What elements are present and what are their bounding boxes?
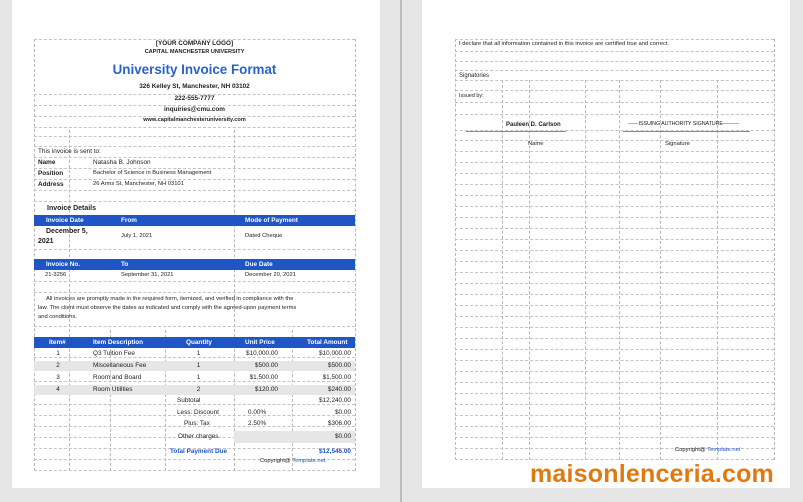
item-total: $500.00 [327,362,351,369]
grid-line [455,51,774,52]
grid-line [455,173,774,174]
company-phone: 222-555-7777 [174,95,215,102]
name-underline [466,131,566,132]
other-charges-value: $0.00 [335,433,351,440]
invoice-number-header: Invoice No. [46,261,81,268]
copyright-link[interactable]: Template.net [707,447,741,453]
item-number: 4 [56,386,60,393]
company-name: CAPITAL MANCHESTER UNIVERSITY [144,49,245,55]
grid-line [34,470,355,471]
grid-line [165,330,166,471]
signature-page [422,0,790,488]
item-description-header: Item Description [93,339,144,346]
grid-line [585,80,586,460]
sent-to-label: This invoice is sent to: [38,148,101,155]
grid-line [34,292,355,293]
page-separator [400,0,402,502]
copyright-link[interactable]: Template.net [292,458,326,464]
item-unit-price: $10,000.00 [246,350,278,357]
grid-line [455,151,774,152]
terms-line-1: All invoices are promptly made in the required form, itemized, and verified in compliance with the [46,296,294,302]
grid-line [660,80,661,460]
issued-by-label: Issued by: [459,93,484,99]
grid-line [455,39,774,40]
terms-line-3: and conditions. [38,314,77,320]
item-unit-price: $500.00 [254,362,278,369]
signatories-label: Signatories [459,73,490,79]
item-description: Room and Board [93,374,142,381]
grid-line [502,80,503,460]
tax-value: $306.00 [327,420,351,427]
grid-line [455,371,774,372]
invoice-details-heading: Invoice Details [47,205,97,212]
item-description: Q3 Tuition Fee [93,350,135,357]
grid-line [455,338,774,339]
signature-caption: Signature [665,141,690,147]
copyright-footer [260,459,325,465]
company-website: www.capitalmanchesteruniversity.com [143,117,246,123]
grid-line [529,80,530,460]
grid-line [34,201,355,202]
grid-line [455,70,774,71]
due-date-header: Due Date [245,261,273,268]
declaration-text: I declare that all information contained in this invoice are certified true and correct. [459,41,670,47]
grid-line [34,190,355,191]
discount-value: $0.00 [335,409,351,416]
invoice-date-value: December 5, [46,228,88,235]
grid-line [774,39,775,460]
company-address: 326 Kelley St, Manchester, NH 03102 [139,83,250,90]
grid-line [455,283,774,284]
grid-line [455,90,774,91]
item-total: $10,000.00 [319,350,351,357]
quantity-header: Quantity [186,339,212,346]
total-due-label: Total Payment Due [170,448,228,455]
grid-line [455,437,774,438]
signature-page-copyright [675,448,740,454]
grid-line [34,179,355,180]
item-number: 2 [56,362,60,369]
item-description: Room Utilities [93,386,133,393]
grid-line [34,168,355,169]
grid-line [455,426,774,427]
other-charges-label: Other charges [178,433,219,440]
grid-line [455,360,774,361]
item-quantity: 1 [196,362,201,369]
to-header: To [121,261,129,268]
discount-rate: 0.00% [248,409,267,416]
item-number-header: Item# [49,339,66,346]
name-caption: Name [528,141,544,147]
signature-underline [623,131,750,132]
authority-signature-label: ——ISSUING AUTHORITY SIGNATURE——— [628,121,739,127]
item-unit-price: $1,500.00 [249,374,278,381]
copyright-text: Copyright@ [260,458,291,464]
item-description: Miscellaneous Fee [93,362,147,369]
to-value: September 31, 2021 [121,272,174,278]
company-logo-placeholder: [YOUR COMPANY LOGO] [155,40,234,47]
grid-line [455,80,774,81]
payment-mode-value: Dated Cheque [245,233,283,239]
name-value: Natasha B. Johnson [93,159,151,166]
grid-line [455,261,774,262]
items-header-bar [34,337,355,348]
position-label: Position [38,170,64,177]
grid-line [34,157,355,158]
grid-line [455,184,774,185]
grid-line [355,39,356,471]
grid-line [455,162,774,163]
grid-line [34,127,355,128]
grid-line [455,140,774,141]
subtotal-label: Subtotal [177,397,201,404]
item-unit-price: $120.00 [254,386,278,393]
item-quantity: 1 [196,350,201,357]
grid-line [455,206,774,207]
terms-line-2: law. The client must observe the dates as indicated and comply with the agreed-upon payment terms [38,305,297,311]
grid-line [455,114,774,115]
grid-line [717,80,718,460]
grid-line [34,146,355,147]
item-quantity: 2 [196,386,201,393]
grid-line [455,305,774,306]
total-amount-header: Total Amount [307,339,348,346]
item-total: $240.00 [327,386,351,393]
grid-line [455,415,774,416]
item-number: 3 [56,374,60,381]
total-due-value: $12,546.00 [319,448,351,455]
invoice-number-value: 21-3256 [45,272,67,278]
address-value: 26 Arms St, Manchester, NH 03101 [93,181,184,187]
discount-label: Less: Discount [177,409,219,416]
name-label: Name [38,159,56,166]
grid-line [34,281,355,282]
grid-line [455,239,774,240]
grid-line [455,250,774,251]
item-number: 1 [56,350,60,357]
grid-line [34,136,355,137]
watermark-text: maisonlenceria.com [530,460,774,488]
signer-name: Pauleen D. Carlson [506,122,561,128]
grid-line [455,393,774,394]
grid-line [34,326,355,327]
grid-line [455,228,774,229]
item-quantity: 1 [196,374,201,381]
invoice-number-bar [34,259,355,270]
unit-price-header: Unit Price [245,339,275,346]
grid-line [619,80,620,460]
grid-line [455,272,774,273]
from-value: July 1, 2021 [121,233,153,239]
page-title: University Invoice Format [112,62,277,77]
position-value: Bachelor of Science in Business Management [93,170,212,176]
from-header: From [121,217,137,224]
item-total: $1,500.00 [322,374,351,381]
grid-line [455,382,774,383]
grid-line [455,404,774,405]
company-email: inquiries@cmu.com [164,106,225,113]
grid-line [455,316,774,317]
grid-line [455,102,774,103]
grid-line [455,195,774,196]
grid-line [455,294,774,295]
address-label: Address [38,181,64,188]
grid-line [455,217,774,218]
grid-line [34,249,355,250]
subtotal-value: $12,240.00 [319,397,351,404]
copyright-text: Copyright@ [675,447,706,453]
tax-label: Plus: Tax [184,420,210,427]
tax-rate: 2.50% [248,420,267,427]
payment-mode-header: Mode of Payment [245,217,298,224]
grid-line [455,327,774,328]
grid-line [455,349,774,350]
due-date-value: December 20, 2021 [245,272,296,278]
invoice-page [12,0,380,488]
details-header-bar [34,215,355,226]
authority-text: ISSUING AUTHORITY SIGNATURE [638,121,723,127]
invoice-date-year: 2021 [38,238,54,245]
invoice-date-header: Invoice Date [46,217,84,224]
grid-line [455,61,774,62]
grid-line [34,39,35,471]
